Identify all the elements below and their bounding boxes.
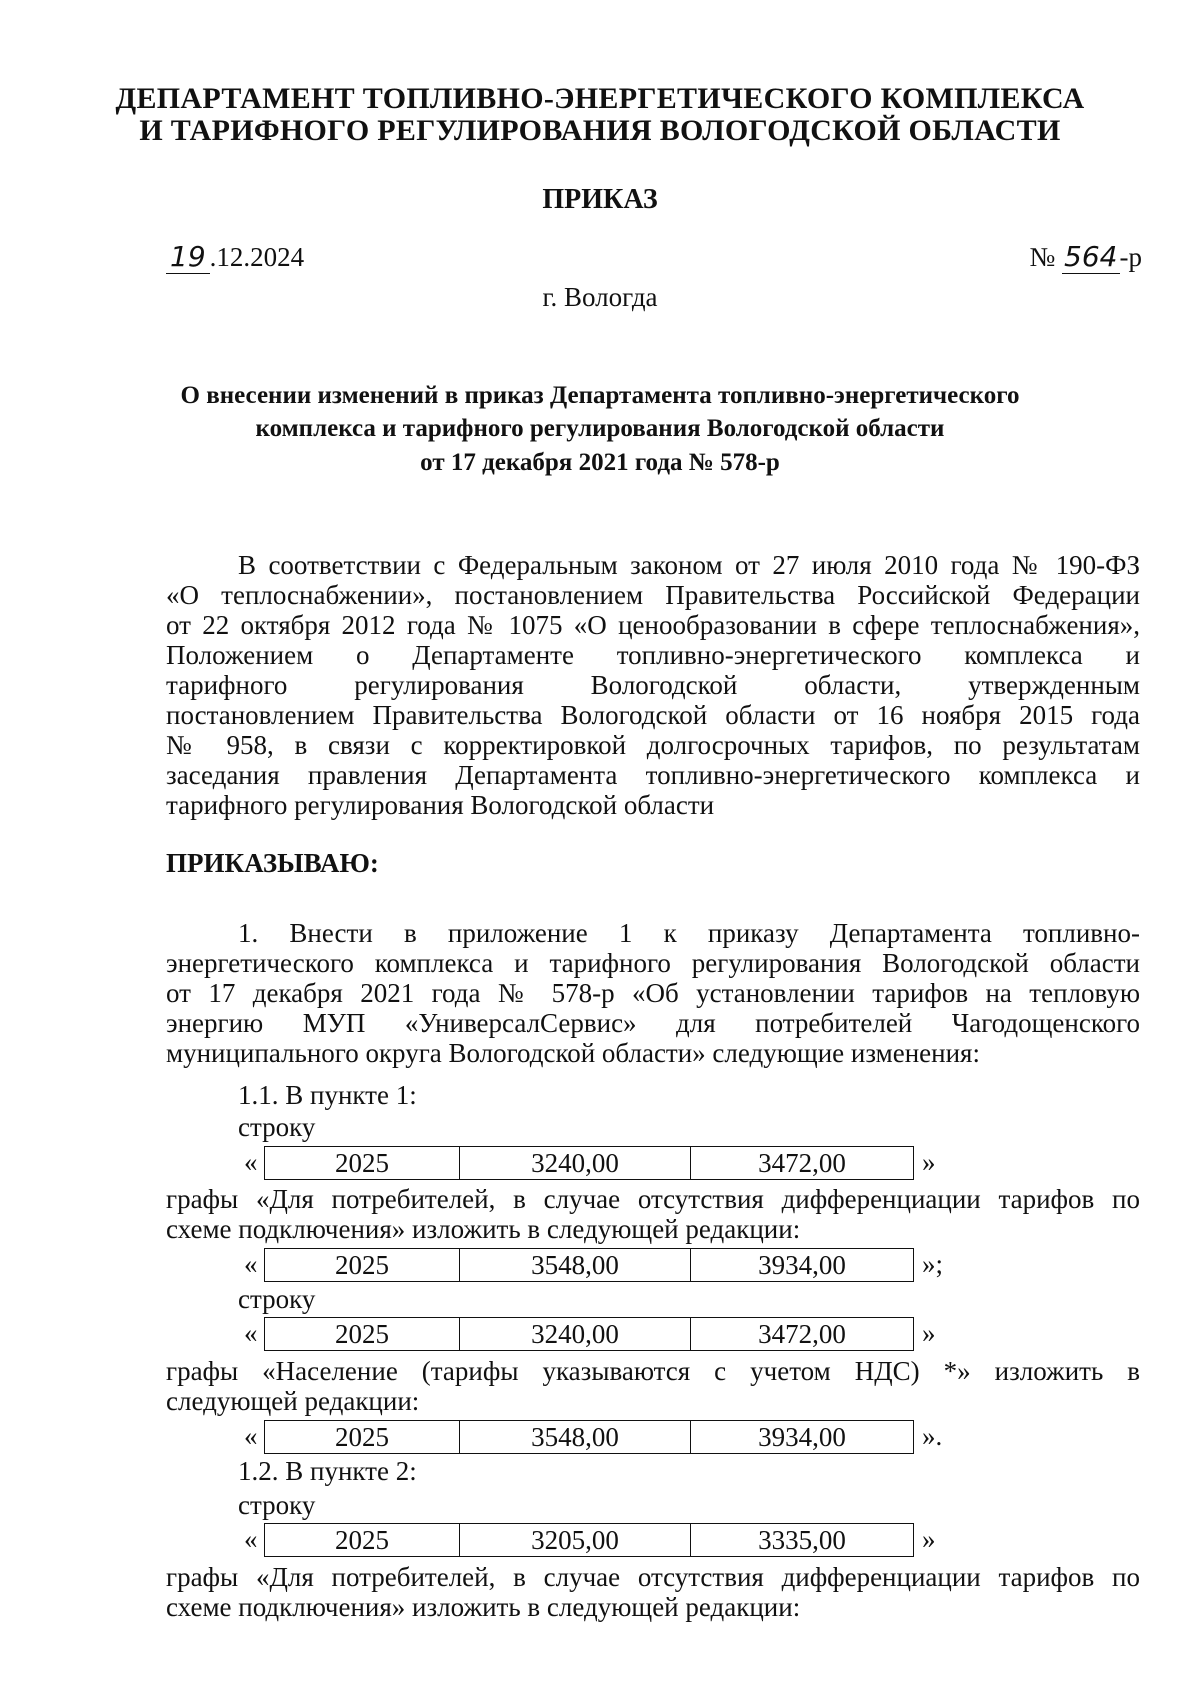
order-date [166, 240, 304, 273]
item1-line: 1. Внести в приложение 1 к приказу Департамента топливно- [238, 918, 1140, 948]
preamble-line: тарифного регулирования Вологодской области [166, 790, 715, 820]
preamble-paragraph [166, 550, 1140, 820]
subject-line-3: от 17 декабря 2021 года № 578-р [420, 449, 780, 476]
number-suffix: -р [1119, 242, 1142, 272]
org-name-line-1: ДЕПАРТАМЕНТ ТОПЛИВНО-ЭНЕРГЕТИЧЕСКОГО КОМПЛЕКСА [115, 82, 1085, 115]
tariff-cell: 3548,00 [460, 1249, 691, 1282]
quote-close: » [922, 1524, 936, 1554]
number-prefix: № [1029, 242, 1056, 272]
tariff-cell: 3335,00 [691, 1524, 914, 1557]
sub1-heading: 1.1. В пункте 1: [238, 1080, 417, 1110]
table-row [265, 1421, 914, 1454]
tariff-cell: 3240,00 [460, 1147, 691, 1180]
tariff-row-table [264, 1523, 914, 1557]
tariff-cell: 3934,00 [691, 1421, 914, 1454]
preamble-line: заседания правления Департамента топливно-энергетического комплекса и [166, 760, 1140, 790]
org-name-line-2: И ТАРИФНОГО РЕГУЛИРОВАНИЯ ВОЛОГОДСКОЙ ОБЛАСТИ [139, 114, 1061, 147]
stroku-label: строку [238, 1490, 316, 1520]
tariff-cell: 3472,00 [691, 1318, 914, 1351]
item1-line: энергию МУП «УниверсалСервис» для потребителей Чагодощенского [166, 1008, 1140, 1038]
year-cell: 2025 [265, 1249, 460, 1282]
quote-open: « [244, 1249, 258, 1279]
quote-open: « [244, 1318, 258, 1348]
item1-line: от 17 декабря 2021 года № 578-р «Об установлении тарифов на тепловую [166, 978, 1140, 1008]
year-cell: 2025 [265, 1421, 460, 1454]
grafy-consumers-1 [166, 1184, 1140, 1244]
subject-line-1: О внесении изменений в приказ Департамента топливно-энергетического [180, 382, 1020, 409]
quote-open: « [244, 1147, 258, 1177]
item1-line: муниципального округа Вологодской области» следующие изменения: [166, 1038, 980, 1068]
grafy-consumers-2 [166, 1562, 1140, 1622]
date-rest: .12.2024 [209, 242, 305, 272]
item1-paragraph [166, 918, 1140, 1068]
tariff-cell: 3240,00 [460, 1318, 691, 1351]
subject-line-2: комплекса и тарифного регулирования Вологодской области [255, 415, 945, 442]
year-cell: 2025 [265, 1318, 460, 1351]
grafy-line: схеме подключения» изложить в следующей редакции: [166, 1592, 801, 1622]
year-cell: 2025 [265, 1147, 460, 1180]
tariff-cell: 3548,00 [460, 1421, 691, 1454]
preamble-line: «О теплоснабжении», постановлением Правительства Российской Федерации [166, 580, 1140, 610]
tariff-row-table [264, 1146, 914, 1180]
tariff-row-table [264, 1317, 914, 1351]
order-number [1030, 240, 1142, 273]
grafy-population [166, 1356, 1140, 1416]
handwritten-day: 19 [166, 240, 210, 274]
city: г. Вологда [542, 282, 658, 312]
quote-open: « [244, 1524, 258, 1554]
preamble-line: постановлением Правительства Вологодской области от 16 ноября 2015 года [166, 700, 1140, 730]
tariff-cell: 3934,00 [691, 1249, 914, 1282]
table-row [265, 1147, 914, 1180]
order-word: ПРИКАЗЫВАЮ: [166, 848, 379, 878]
doc-type-title: ПРИКАЗ [542, 184, 658, 215]
preamble-line: № 958, в связи с корректировкой долгосрочных тарифов, по результатам [166, 730, 1140, 760]
preamble-line: от 22 октября 2012 года № 1075 «О ценообразовании в сфере теплоснабжения», [166, 610, 1140, 640]
item1-line: энергетического комплекса и тарифного регулирования Вологодской области [166, 948, 1140, 978]
quote-open: « [244, 1421, 258, 1451]
preamble-line: В соответствии с Федеральным законом от 27 июля 2010 года № 190-ФЗ [238, 550, 1140, 580]
tariff-row-table [264, 1248, 914, 1282]
table-row [265, 1318, 914, 1351]
grafy-line: следующей редакции: [166, 1386, 420, 1416]
grafy-line: схеме подключения» изложить в следующей редакции: [166, 1214, 801, 1244]
table-row [265, 1524, 914, 1557]
tariff-row-table [264, 1420, 914, 1454]
handwritten-number: 564 [1064, 240, 1118, 273]
quote-close: » [922, 1318, 936, 1348]
sub2-heading: 1.2. В пункте 2: [238, 1456, 417, 1486]
grafy-line: графы «Население (тарифы указываются с учетом НДС) *» изложить в [166, 1356, 1140, 1386]
table-row [265, 1249, 914, 1282]
quote-close: » [922, 1147, 936, 1177]
grafy-line: графы «Для потребителей, в случае отсутствия дифференциации тарифов по [166, 1562, 1140, 1592]
quote-close-semicolon: »; [922, 1249, 944, 1279]
quote-close-period: ». [922, 1421, 943, 1451]
grafy-line: графы «Для потребителей, в случае отсутствия дифференциации тарифов по [166, 1184, 1140, 1214]
preamble-line: тарифного регулирования Вологодской области, утвержденным [166, 670, 1140, 700]
year-cell: 2025 [265, 1524, 460, 1557]
tariff-cell: 3472,00 [691, 1147, 914, 1180]
stroku-label: строку [238, 1112, 316, 1142]
stroku-label: строку [238, 1284, 316, 1314]
tariff-cell: 3205,00 [460, 1524, 691, 1557]
preamble-line: Положением о Департаменте топливно-энергетического комплекса и [166, 640, 1140, 670]
